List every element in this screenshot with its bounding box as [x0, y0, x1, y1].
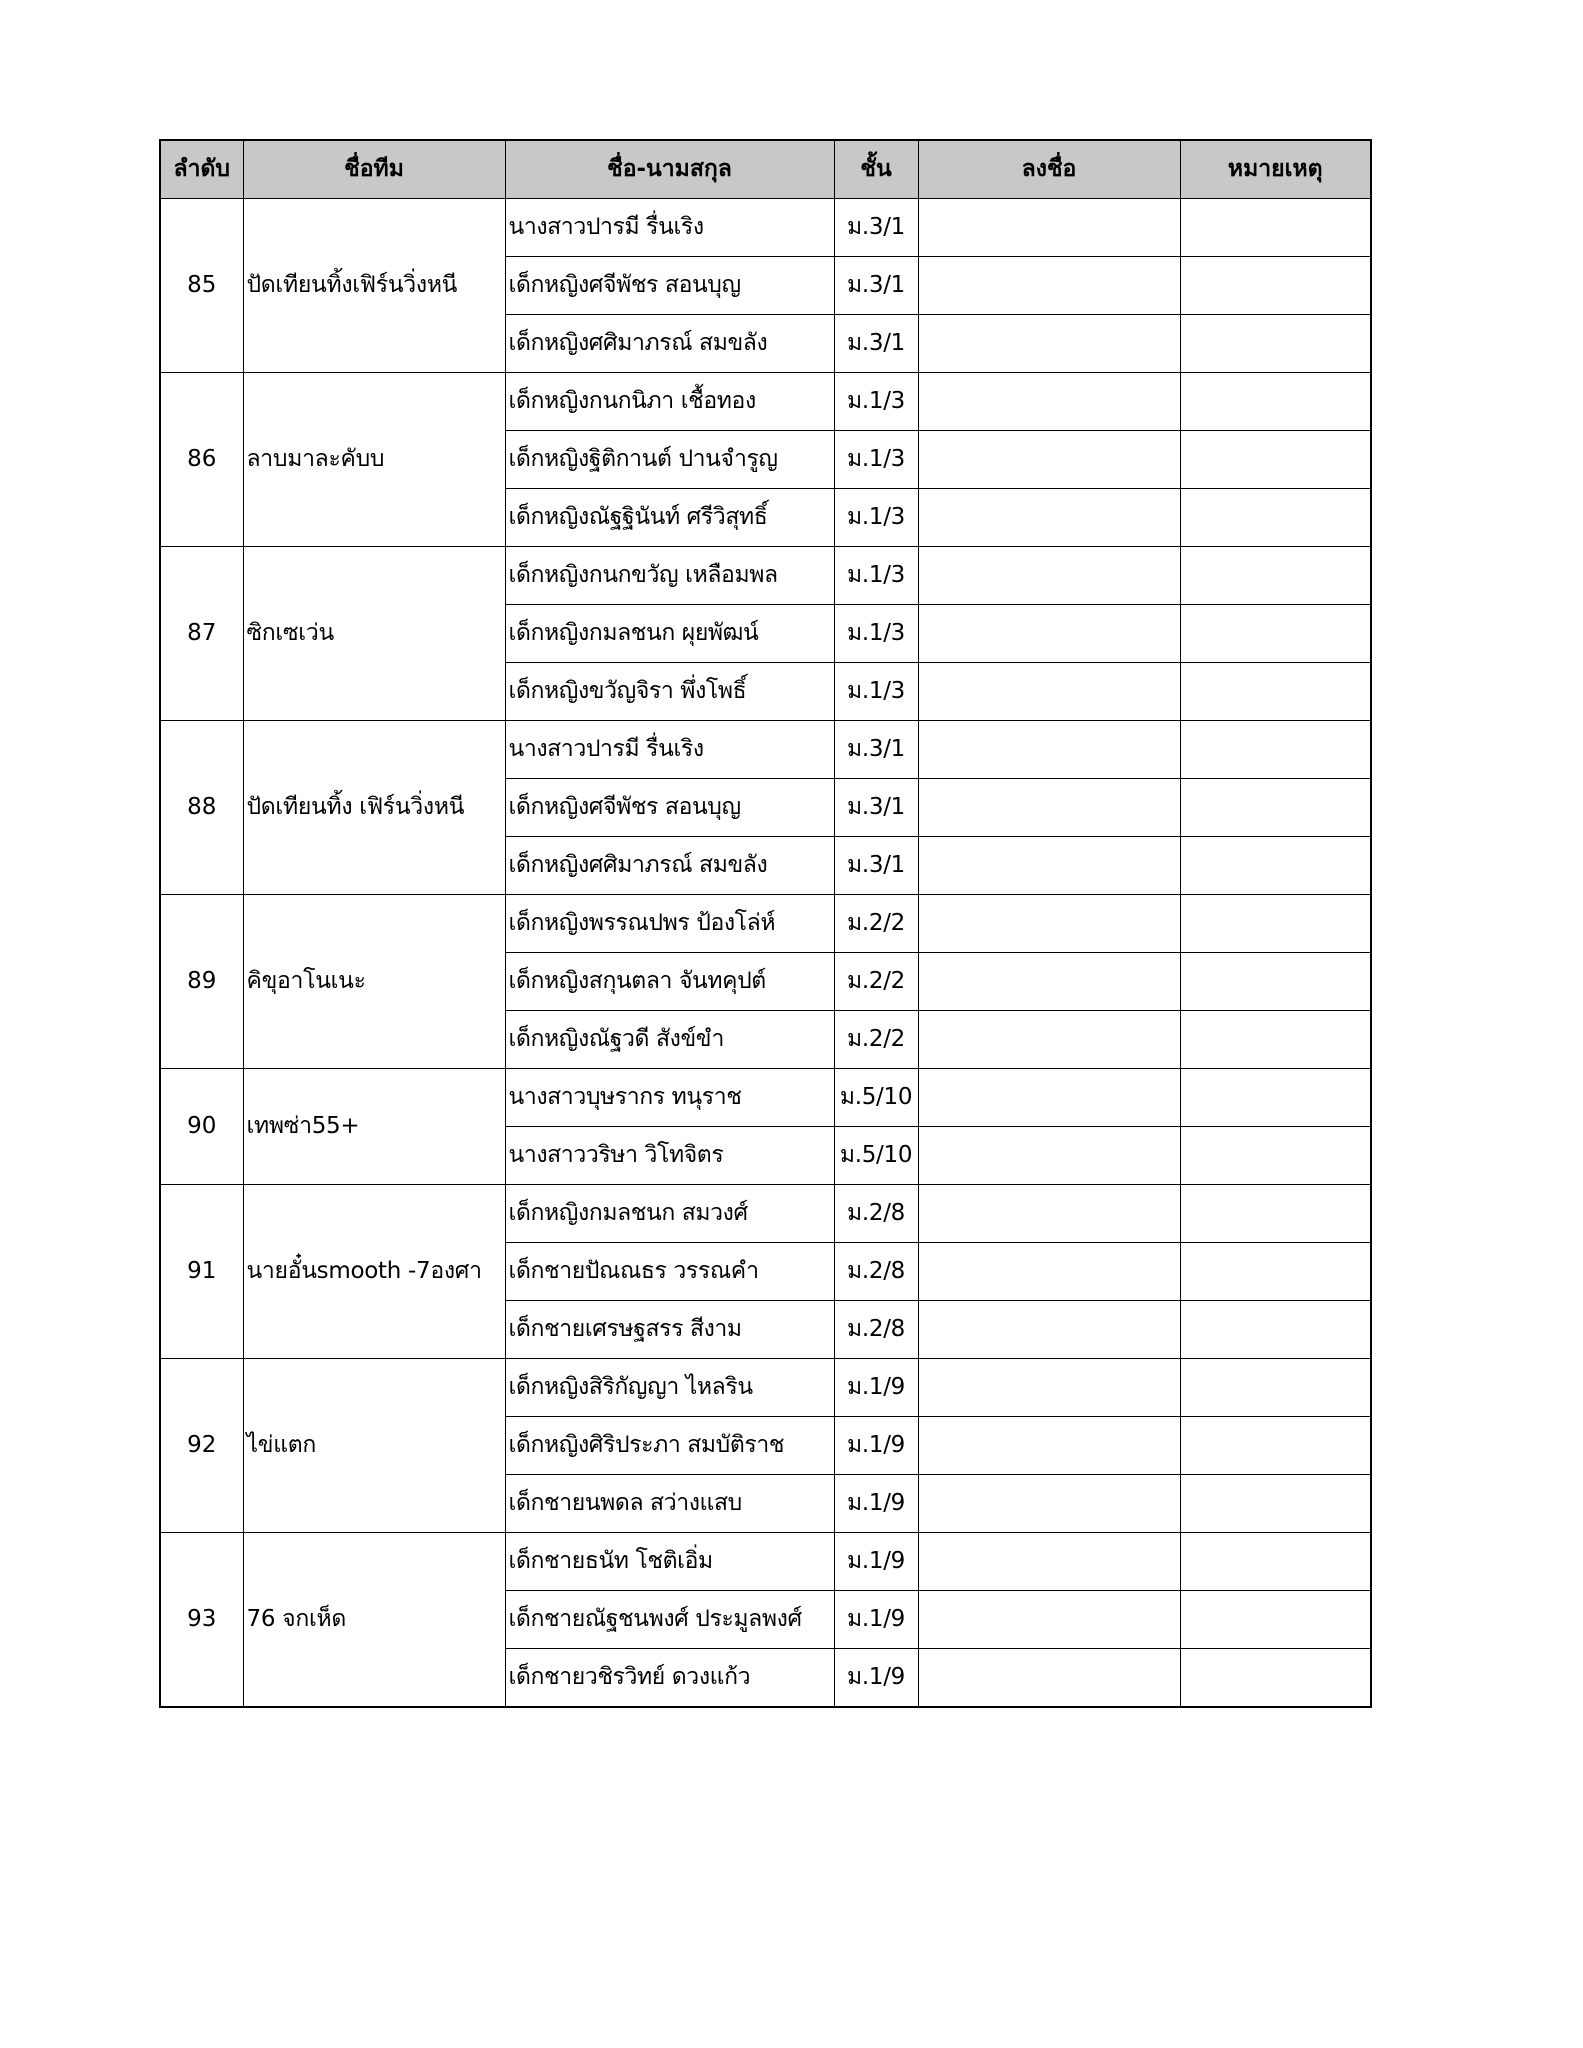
member-name: เด็กชายเศรษฐสรร สีงาม — [505, 1301, 834, 1359]
signature-cell — [918, 837, 1180, 895]
member-grade: ม.1/9 — [834, 1649, 918, 1708]
table-row — [160, 1359, 1371, 1417]
note-cell — [1180, 663, 1371, 721]
table-row — [160, 1069, 1371, 1127]
member-grade: ม.5/10 — [834, 1127, 918, 1185]
signature-cell — [918, 257, 1180, 315]
team-name: ลาบมาละคับบ — [243, 373, 505, 547]
team-name: ไข่แตก — [243, 1359, 505, 1533]
signature-cell — [918, 1243, 1180, 1301]
signature-cell — [918, 315, 1180, 373]
member-name: เด็กหญิงฐิติกานต์ ปานจำรูญ — [505, 431, 834, 489]
table-row — [160, 1533, 1371, 1591]
team-name: 76 จกเห็ด — [243, 1533, 505, 1708]
team-name: ปัดเทียนทิ้ง เฟิร์นวิ่งหนี — [243, 721, 505, 895]
member-grade: ม.1/9 — [834, 1417, 918, 1475]
member-name: เด็กหญิงสิริกัญญา ไหลริน — [505, 1359, 834, 1417]
note-cell — [1180, 1243, 1371, 1301]
team-name: ซิกเซเว่น — [243, 547, 505, 721]
note-cell — [1180, 953, 1371, 1011]
member-name: เด็กหญิงศจีพัชร สอนบุญ — [505, 779, 834, 837]
signature-cell — [918, 431, 1180, 489]
team-number: 92 — [160, 1359, 243, 1533]
signature-cell — [918, 1359, 1180, 1417]
member-grade: ม.2/8 — [834, 1301, 918, 1359]
signature-cell — [918, 1069, 1180, 1127]
note-cell — [1180, 315, 1371, 373]
note-cell — [1180, 373, 1371, 431]
note-cell — [1180, 257, 1371, 315]
member-name: เด็กหญิงพรรณปพร ป้องโล่ห์ — [505, 895, 834, 953]
team-name: นายอั๋นsmooth -7องศา — [243, 1185, 505, 1359]
note-cell — [1180, 489, 1371, 547]
note-cell — [1180, 605, 1371, 663]
header-team: ชื่อทีม — [243, 140, 505, 199]
member-grade: ม.1/9 — [834, 1475, 918, 1533]
member-name: เด็กหญิงกนกขวัญ เหลือมพล — [505, 547, 834, 605]
member-name: เด็กชายปัณณธร วรรณคำ — [505, 1243, 834, 1301]
member-name: เด็กหญิงกนกนิภา เชื้อทอง — [505, 373, 834, 431]
member-grade: ม.1/3 — [834, 605, 918, 663]
signature-cell — [918, 779, 1180, 837]
note-cell — [1180, 1591, 1371, 1649]
signature-cell — [918, 1011, 1180, 1069]
header-no: ลำดับ — [160, 140, 243, 199]
member-grade: ม.5/10 — [834, 1069, 918, 1127]
member-grade: ม.3/1 — [834, 721, 918, 779]
header-signature: ลงชื่อ — [918, 140, 1180, 199]
signature-cell — [918, 1127, 1180, 1185]
member-grade: ม.2/2 — [834, 1011, 918, 1069]
member-name: นางสาววริษา วิโทจิตร — [505, 1127, 834, 1185]
note-cell — [1180, 199, 1371, 257]
note-cell — [1180, 1011, 1371, 1069]
member-grade: ม.3/1 — [834, 315, 918, 373]
member-grade: ม.1/9 — [834, 1359, 918, 1417]
note-cell — [1180, 431, 1371, 489]
table-row — [160, 721, 1371, 779]
signature-cell — [918, 547, 1180, 605]
member-name: เด็กหญิงณัฐฐินันท์ ศรีวิสุทธิ์ — [505, 489, 834, 547]
note-cell — [1180, 1185, 1371, 1243]
member-name: เด็กชายณัฐชนพงศ์ ประมูลพงศ์ — [505, 1591, 834, 1649]
member-name: เด็กหญิงขวัญจิรา พึ่งโพธิ์ — [505, 663, 834, 721]
member-grade: ม.1/3 — [834, 373, 918, 431]
signature-cell — [918, 1185, 1180, 1243]
member-grade: ม.2/8 — [834, 1243, 918, 1301]
signature-cell — [918, 1533, 1180, 1591]
note-cell — [1180, 1359, 1371, 1417]
member-grade: ม.1/9 — [834, 1591, 918, 1649]
member-name: นางสาวปารมี รื่นเริง — [505, 721, 834, 779]
member-name: เด็กหญิงศศิมาภรณ์ สมขลัง — [505, 837, 834, 895]
member-name: เด็กหญิงสกุนตลา จันทคุปต์ — [505, 953, 834, 1011]
member-name: เด็กหญิงศศิมาภรณ์ สมขลัง — [505, 315, 834, 373]
table-row — [160, 199, 1371, 257]
header-grade: ชั้น — [834, 140, 918, 199]
team-number: 89 — [160, 895, 243, 1069]
member-grade: ม.3/1 — [834, 837, 918, 895]
note-cell — [1180, 1533, 1371, 1591]
signature-cell — [918, 373, 1180, 431]
member-name: เด็กชายวชิรวิทย์ ดวงแก้ว — [505, 1649, 834, 1708]
member-name: เด็กหญิงกมลชนก สมวงศ์ — [505, 1185, 834, 1243]
team-number: 86 — [160, 373, 243, 547]
signature-cell — [918, 1417, 1180, 1475]
signature-cell — [918, 721, 1180, 779]
team-name: ปัดเทียนทิ้งเฟิร์นวิ่งหนี — [243, 199, 505, 373]
signature-cell — [918, 953, 1180, 1011]
member-name: เด็กชายธนัท โชติเอิ่ม — [505, 1533, 834, 1591]
member-name: เด็กหญิงศจีพัชร สอนบุญ — [505, 257, 834, 315]
member-grade: ม.1/3 — [834, 431, 918, 489]
note-cell — [1180, 779, 1371, 837]
team-number: 88 — [160, 721, 243, 895]
header-note: หมายเหตุ — [1180, 140, 1371, 199]
member-grade: ม.1/3 — [834, 489, 918, 547]
member-grade: ม.2/8 — [834, 1185, 918, 1243]
table-body — [160, 199, 1371, 1708]
member-name: นางสาวบุษรากร ทนุราช — [505, 1069, 834, 1127]
member-grade: ม.2/2 — [834, 895, 918, 953]
member-grade: ม.1/3 — [834, 547, 918, 605]
note-cell — [1180, 895, 1371, 953]
signature-cell — [918, 1649, 1180, 1708]
note-cell — [1180, 837, 1371, 895]
team-number: 91 — [160, 1185, 243, 1359]
note-cell — [1180, 1417, 1371, 1475]
signature-cell — [918, 489, 1180, 547]
member-name: เด็กหญิงกมลชนก ผุยพัฒน์ — [505, 605, 834, 663]
header-fullname: ชื่อ-นามสกุล — [505, 140, 834, 199]
member-name: เด็กชายนพดล สว่างแสบ — [505, 1475, 834, 1533]
note-cell — [1180, 721, 1371, 779]
member-name: นางสาวปารมี รื่นเริง — [505, 199, 834, 257]
team-number: 87 — [160, 547, 243, 721]
note-cell — [1180, 1127, 1371, 1185]
member-grade: ม.1/3 — [834, 663, 918, 721]
signature-cell — [918, 199, 1180, 257]
signature-cell — [918, 663, 1180, 721]
member-grade: ม.3/1 — [834, 199, 918, 257]
member-grade: ม.3/1 — [834, 257, 918, 315]
member-grade: ม.1/9 — [834, 1533, 918, 1591]
table-header — [160, 140, 1371, 199]
team-name: เทพซ่า55+ — [243, 1069, 505, 1185]
signature-cell — [918, 1475, 1180, 1533]
table-row — [160, 547, 1371, 605]
header-row — [160, 140, 1371, 199]
member-grade: ม.3/1 — [834, 779, 918, 837]
member-grade: ม.2/2 — [834, 953, 918, 1011]
table-row — [160, 895, 1371, 953]
signature-cell — [918, 1301, 1180, 1359]
team-name: คิขุอาโนเนะ — [243, 895, 505, 1069]
table-row — [160, 1185, 1371, 1243]
team-registration-table — [159, 139, 1372, 1708]
team-number: 93 — [160, 1533, 243, 1708]
note-cell — [1180, 547, 1371, 605]
team-number: 90 — [160, 1069, 243, 1185]
note-cell — [1180, 1069, 1371, 1127]
member-name: เด็กหญิงศิริประภา สมบัติราช — [505, 1417, 834, 1475]
signature-cell — [918, 895, 1180, 953]
table-row — [160, 373, 1371, 431]
note-cell — [1180, 1301, 1371, 1359]
team-number: 85 — [160, 199, 243, 373]
signature-cell — [918, 1591, 1180, 1649]
member-name: เด็กหญิงณัฐวดี สังข์ขำ — [505, 1011, 834, 1069]
note-cell — [1180, 1475, 1371, 1533]
signature-cell — [918, 605, 1180, 663]
note-cell — [1180, 1649, 1371, 1708]
